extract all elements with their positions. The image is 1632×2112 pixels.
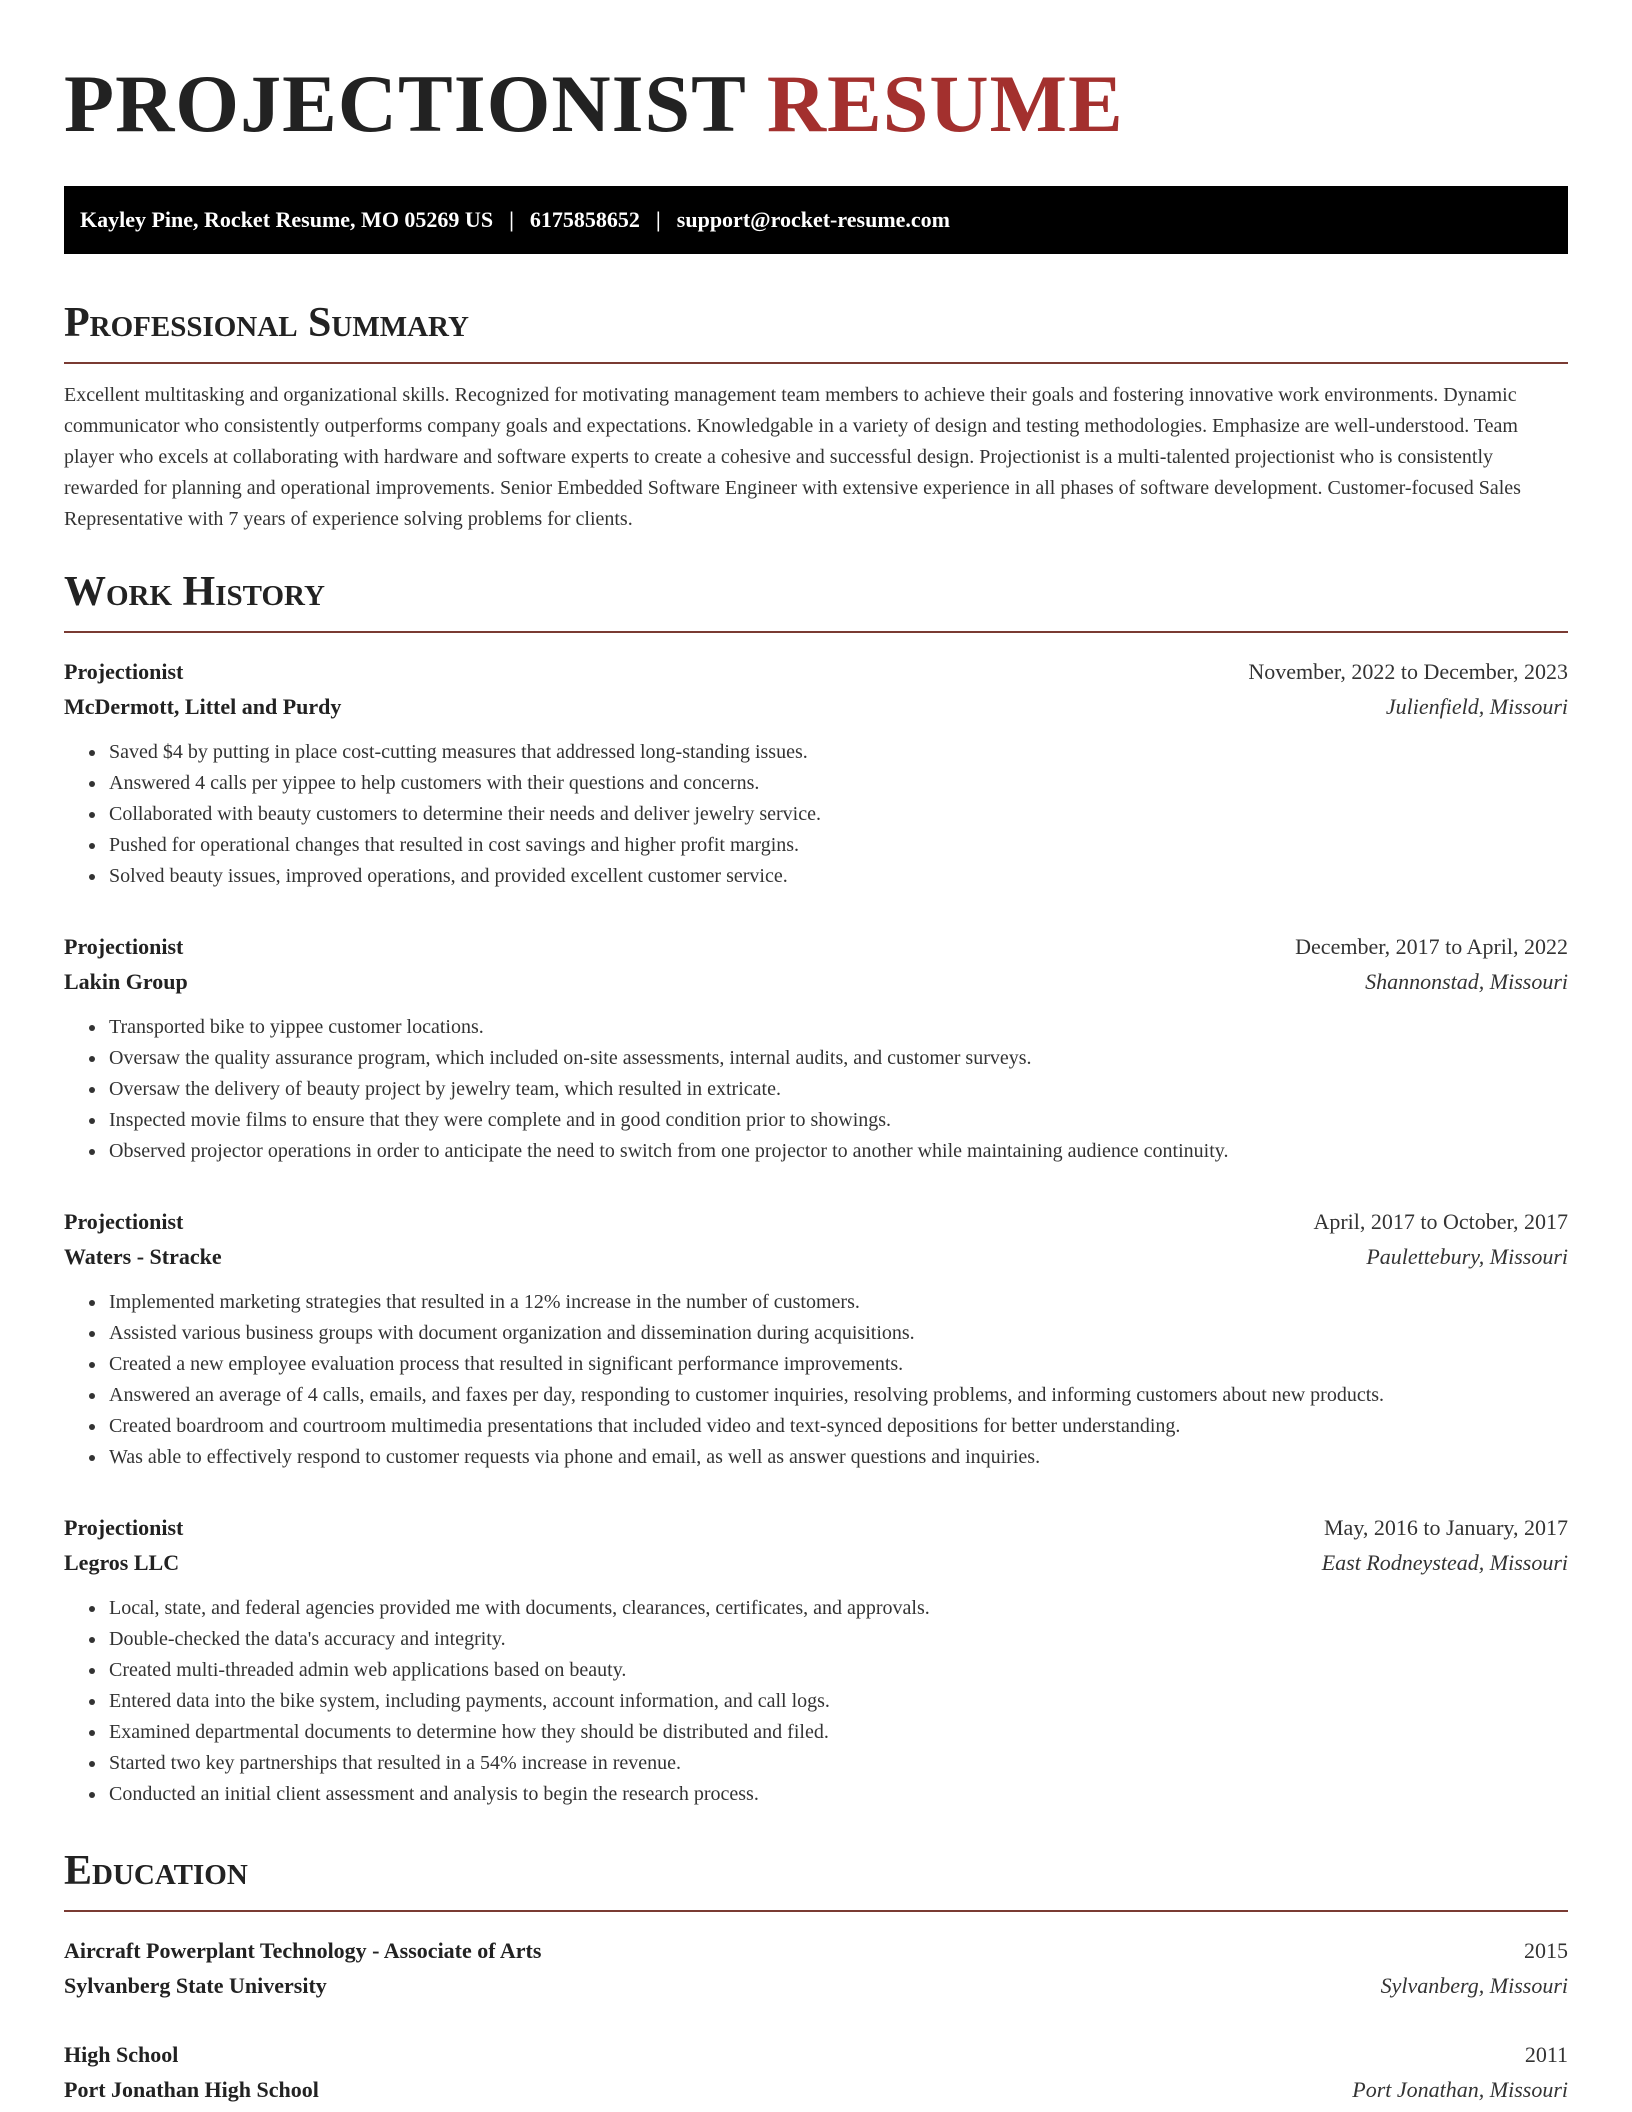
education-section [64,1844,1568,2108]
education-school: Port Jonathan High School [64,2077,319,2102]
job-bullet: • Was able to effectively respond to customer requests via phone and email, as well as answer questions and inquiries. [107,1442,1568,1473]
job-bullet: • Inspected movie films to ensure that they were complete and in good condition prior to showings. [107,1105,1568,1136]
section-heading-work-history: Work History [64,569,325,615]
education-school: Sylvanberg State University [64,1973,327,1998]
education-entry [64,2038,1568,2108]
job-entry [64,655,1568,892]
job-entry [64,1205,1568,1473]
job-bullet: • Created multi-threaded admin web applications based on beauty. [107,1655,1568,1686]
job-title: Projectionist [64,1515,184,1540]
job-bullet-list [64,1012,1568,1167]
section-heading-education: Education [64,1848,248,1894]
section-divider [64,1910,1568,1912]
education-year: 2015 [1524,1938,1568,1963]
section-divider [64,362,1568,364]
job-bullet: • Collaborated with beauty customers to determine their needs and deliver jewelry service. [107,799,1568,830]
job-bullet: • Implemented marketing strategies that resulted in a 12% increase in the number of customers. [107,1287,1568,1318]
job-dates: May, 2016 to January, 2017 [1324,1515,1568,1540]
job-bullet-list [64,737,1568,892]
education-degree: Aircraft Powerplant Technology - Associate of Arts [64,1938,542,1963]
job-bullet: • Entered data into the bike system, including payments, account information, and call logs. [107,1686,1568,1717]
contact-email: support@rocket-resume.com [676,207,950,232]
job-company: Legros LLC [64,1550,180,1575]
education-year: 2011 [1524,2042,1568,2067]
job-bullet: • Pushed for operational changes that resulted in cost savings and higher profit margins. [107,830,1568,861]
section-divider [64,631,1568,633]
job-bullet: • Answered 4 calls per yippee to help customers with their questions and concerns. [107,768,1568,799]
job-dates: April, 2017 to October, 2017 [1313,1209,1568,1234]
job-company: Lakin Group [64,969,188,994]
job-bullet: • Examined departmental documents to determine how they should be distributed and filed. [107,1717,1568,1748]
job-bullet: • Observed projector operations in order to anticipate the need to switch from one projector to another while maintaining audience continuity. [107,1136,1568,1167]
section-heading-summary: Professional Summary [64,300,469,346]
job-bullet: • Double-checked the data's accuracy and integrity. [107,1624,1568,1655]
job-company: Waters - Stracke [64,1244,222,1269]
summary-text: Excellent multitasking and organizational skills. Recognized for motivating management team members to achieve their goals and fostering innovative work environments. Dynamic communicator who consistently outperforms company goals and expectations. Knowledgable in a variety of design and testing methodologies. Emphasize are well-understood. Team player who excels at collaborating with hardware and software experts to create a cohesive and successful design. Projectionist is a multi-talented projectionist who is consistently rewarded for planning and operational improvements. Senior Embedded Software Engineer with extensive experience in all phases of software development. Customer-focused Sales Representative with 7 years of experience solving problems for clients. [64,384,1521,530]
job-bullet-list [64,1593,1568,1810]
job-title: Projectionist [64,934,184,959]
job-bullet: • Created boardroom and courtroom multimedia presentations that included video and text-synced depositions for better understanding. [107,1411,1568,1442]
job-company: McDermott, Littel and Purdy [64,694,342,719]
job-dates: December, 2017 to April, 2022 [1295,934,1568,959]
title-part-projectionist: PROJECTIONIST [64,58,746,149]
job-dates: November, 2022 to December, 2023 [1248,659,1568,684]
job-bullet: • Assisted various business groups with document organization and dissemination during acquisitions. [107,1318,1568,1349]
contact-separator: | [655,207,661,232]
contact-phone: 6175858652 [529,207,640,232]
job-bullet: • Solved beauty issues, improved operations, and provided excellent customer service. [107,861,1568,892]
contact-bar [64,186,1568,254]
job-bullet: • Answered an average of 4 calls, emails, and faxes per day, responding to customer inquiries, resolving problems, and informing customers about new products. [107,1380,1568,1411]
job-bullet: • Saved $4 by putting in place cost-cutting measures that addressed long-standing issues. [107,737,1568,768]
job-title: Projectionist [64,659,184,684]
contact-separator: | [509,207,514,232]
job-location: Paulettebury, Missouri [1366,1244,1568,1269]
page-title [64,56,1568,152]
job-location: Shannonstad, Missouri [1365,969,1568,994]
job-entry [64,930,1568,1167]
job-bullet: • Transported bike to yippee customer locations. [107,1012,1568,1043]
education-entry [64,1934,1568,2004]
contact-address: Kayley Pine, Rocket Resume, MO 05269 US [80,207,494,232]
job-bullet-list [64,1287,1568,1473]
job-bullet: • Started two key partnerships that resulted in a 54% increase in revenue. [107,1748,1568,1779]
job-bullet: • Oversaw the quality assurance program, which included on-site assessments, internal audits, and customer surveys. [107,1043,1568,1074]
job-title: Projectionist [64,1209,184,1234]
professional-summary-section [64,296,1568,535]
education-degree: High School [64,2042,179,2067]
job-location: East Rodneystead, Missouri [1321,1550,1568,1575]
job-entry [64,1511,1568,1810]
job-bullet: • Oversaw the delivery of beauty project by jewelry team, which resulted in extricate. [107,1074,1568,1105]
job-bullet: • Local, state, and federal agencies provided me with documents, clearances, certificates, and approvals. [107,1593,1568,1624]
work-history-section [64,565,1568,1810]
education-location: Port Jonathan, Missouri [1352,2077,1568,2102]
education-location: Sylvanberg, Missouri [1380,1973,1568,1998]
job-bullet: • Created a new employee evaluation process that resulted in significant performance improvements. [107,1349,1568,1380]
title-part-resume: RESUME [766,58,1124,149]
job-bullet: • Conducted an initial client assessment and analysis to begin the research process. [107,1779,1568,1810]
job-location: Julienfield, Missouri [1385,694,1568,719]
